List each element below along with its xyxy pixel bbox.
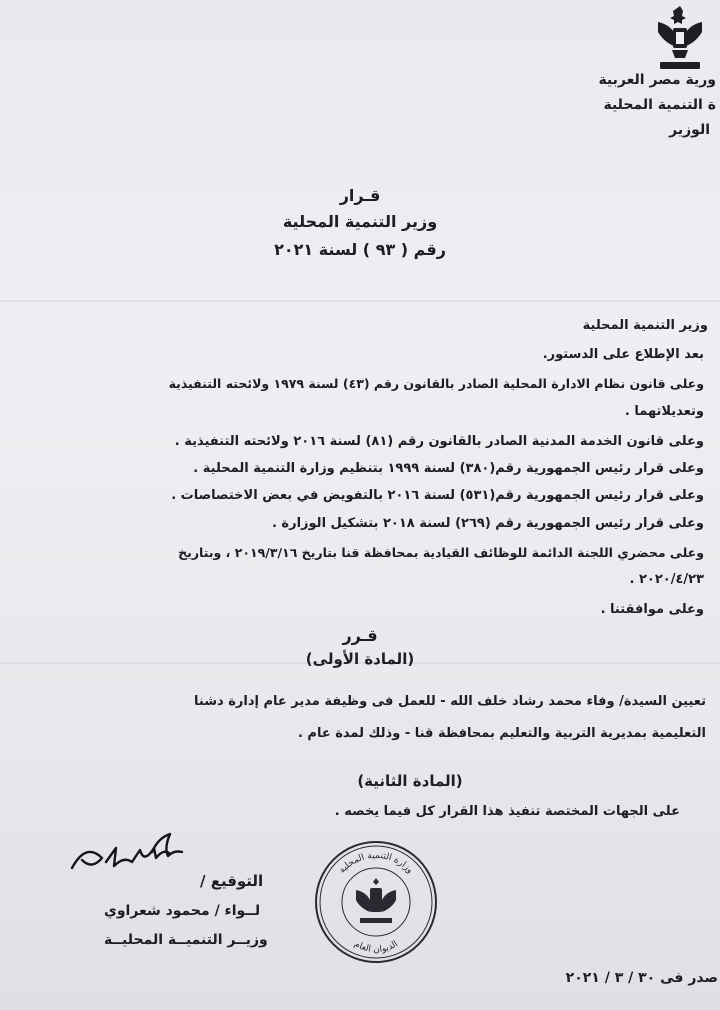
preamble-line: وعلى قانون الخدمة المدنية الصادر بالقانون رقم (٨١) لسنة ٢٠١٦ ولائحته التنفيذية . (174, 434, 704, 449)
header-minister: الوزير (669, 122, 710, 138)
preamble-line: وتعديلاتهما . (624, 404, 704, 419)
preamble-line: وعلى قرار رئيس الجمهورية رقم (٢٦٩) لسنة ٢٠١٨ بتشكيل الوزارة . (271, 516, 704, 531)
preamble-line: وعلى قرار رئيس الجمهورية رقم(٥٣١) لسنة ٢٠١٦ بالتفويض في بعض الاختصاصات . (171, 488, 704, 503)
decree-number: رقم ( ٩٣ ) لسنة ٢٠٢١ (274, 240, 446, 259)
handwritten-signature (66, 826, 186, 886)
article-1-text: التعليمية بمديرية التربية والتعليم بمحافظة قنا - وذلك لمدة عام . (297, 726, 706, 741)
signatory-name: لــواء / محمود شعراوي (104, 903, 261, 919)
article-2-heading: (المادة الثانية) (357, 772, 463, 790)
preamble-line: وعلى موافقتنا . (600, 602, 704, 617)
article-1-text: تعيين السيدة/ وفاء محمد رشاد خلف الله - للعمل فى وظيفة مدير عام إدارة دشنا (194, 694, 706, 709)
seal-eagle-icon (356, 878, 396, 923)
article-1-heading: (المادة الأولى) (305, 650, 415, 668)
header-country: ورية مصر العربية (598, 72, 716, 88)
preamble-line: بعد الإطلاع على الدستور. (542, 347, 704, 362)
svg-text:وزارة التنمية المحلية (337, 851, 414, 876)
issue-date: صدر فى ٣٠ / ٣ / ٢٠٢١ (565, 970, 718, 986)
ministry-seal (312, 838, 440, 966)
header-ministry: ة التنمية المحلية (603, 97, 716, 113)
preamble-line: ٢٠٢٠/٤/٢٣ . (629, 572, 704, 587)
decree-issuer: وزير التنمية المحلية (282, 212, 438, 231)
preamble-line: وعلى قرار رئيس الجمهورية رقم(٣٨٠) لسنة ١٩٩٩ بتنظيم وزارة التنمية المحلية . (193, 461, 704, 476)
preamble-line: وزير التنمية المحلية (582, 318, 708, 333)
signature-label: التوقيع / (200, 872, 264, 890)
preamble-line: وعلى محضري اللجنة الدائمة للوظائف القيادية بمحافظة قنا بتاريخ ٢٠١٩/٣/١٦ ، وبتاريخ (178, 545, 704, 560)
decides-heading: قـرر (342, 626, 378, 645)
svg-text:الديوان العام (352, 939, 400, 955)
eagle-emblem-icon (654, 4, 706, 72)
paper-fold (0, 300, 720, 302)
preamble-line: وعلى قانون نظام الادارة المحلية الصادر بالقانون رقم (٤٣) لسنة ١٩٧٩ ولائحته التنفيذية (168, 376, 704, 391)
seal-top-text: وزارة التنمية المحلية (337, 850, 415, 876)
article-2-text: على الجهات المختصة تنفيذ هذا القرار كل فيما يخصه . (334, 804, 680, 819)
decree-title: قـرار (339, 186, 381, 205)
signatory-title: وزيــر التنميــة المحليــة (104, 932, 268, 948)
seal-bottom-text: الديوان العام (352, 939, 400, 956)
